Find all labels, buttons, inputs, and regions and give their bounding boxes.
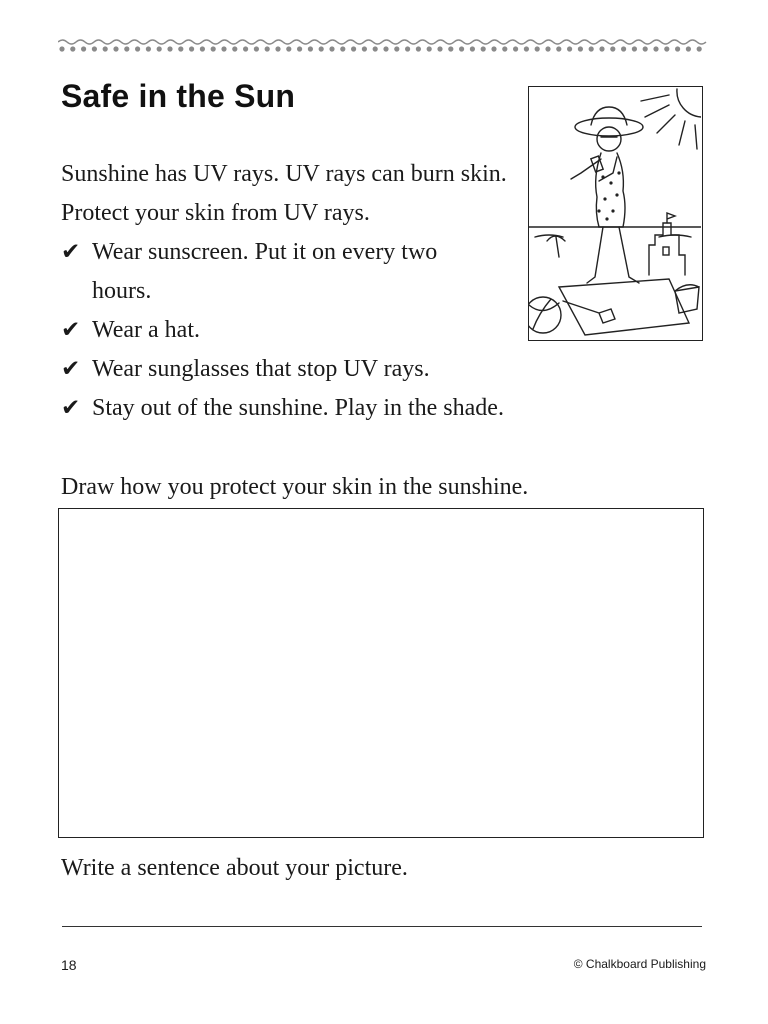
checklist-item [61,311,504,350]
border-dot [686,46,691,51]
border-dot [211,46,216,51]
checklist-item-text: Stay out of the sunshine. Play in the shade. [92,395,504,421]
checklist-item-text: Wear sunscreen. Put it on every two hours. [92,239,438,304]
intro-paragraph: Sunshine has UV rays. UV rays can burn skin. Protect your skin from UV rays. [61,161,507,226]
checkmark-icon: ✔ [61,395,81,421]
beach-sunscreen-illustration [528,86,703,341]
border-dot [308,46,313,51]
border-dot [405,46,410,51]
border-dot [178,46,183,51]
border-dot [373,46,378,51]
border-dot [599,46,604,51]
checkmark-icon: ✔ [61,356,81,382]
border-dot [319,46,324,51]
writing-prompt: Write a sentence about your picture. [61,855,408,881]
border-dot [675,46,680,51]
border-dot [146,46,151,51]
page-title: Safe in the Sun [61,78,296,114]
border-dot [664,46,669,51]
border-dot [653,46,658,51]
border-dot [340,46,345,51]
border-dot [589,46,594,51]
border-dot [221,46,226,51]
border-dot [545,46,550,51]
border-dot [113,46,118,51]
border-dot [578,46,583,51]
border-dot [351,46,356,51]
copyright-notice: © Chalkboard Publishing [573,957,706,971]
border-dot [189,46,194,51]
border-dot [383,46,388,51]
border-dot [286,46,291,51]
border-dot [157,46,162,51]
border-dot [481,46,486,51]
border-dot [621,46,626,51]
border-dot [362,46,367,51]
border-dot [70,46,75,51]
writing-line[interactable] [62,926,702,927]
border-dot [81,46,86,51]
border-dot [459,46,464,51]
border-dot [232,46,237,51]
border-dot [643,46,648,51]
checkmark-icon: ✔ [61,239,81,265]
border-dot [697,46,702,51]
border-dot [610,46,615,51]
page-number: 18 [61,957,77,973]
border-dot [297,46,302,51]
border-dot [567,46,572,51]
border-dot [448,46,453,51]
drawing-area[interactable] [58,508,704,838]
border-dot [135,46,140,51]
border-dot [200,46,205,51]
border-dot [394,46,399,51]
border-dot [502,46,507,51]
border-dot [103,46,108,51]
checkmark-icon: ✔ [61,317,81,343]
border-dot [124,46,129,51]
border-dot [254,46,259,51]
border-dot [275,46,280,51]
border-dot [437,46,442,51]
border-dot [524,46,529,51]
border-dot [632,46,637,51]
border-dot [243,46,248,51]
border-dot [535,46,540,51]
checklist-item-text: Wear sunglasses that stop UV rays. [92,356,430,382]
checklist-item [61,350,504,389]
border-dot [167,46,172,51]
checklist-item-text: Wear a hat. [92,317,200,343]
checklist-item [61,233,461,311]
checklist-item [61,389,504,428]
border-dot [265,46,270,51]
decorative-dotted-border [58,38,708,54]
border-dot [491,46,496,51]
border-dot [59,46,64,51]
border-dot [329,46,334,51]
woman-applying-sunscreen-icon [529,87,701,339]
border-dot [470,46,475,51]
border-dot [92,46,97,51]
drawing-prompt: Draw how you protect your skin in the sunshine. [61,474,529,500]
border-dot [416,46,421,51]
border-dot [556,46,561,51]
safety-checklist [61,233,504,428]
border-dot [427,46,432,51]
border-dot [513,46,518,51]
